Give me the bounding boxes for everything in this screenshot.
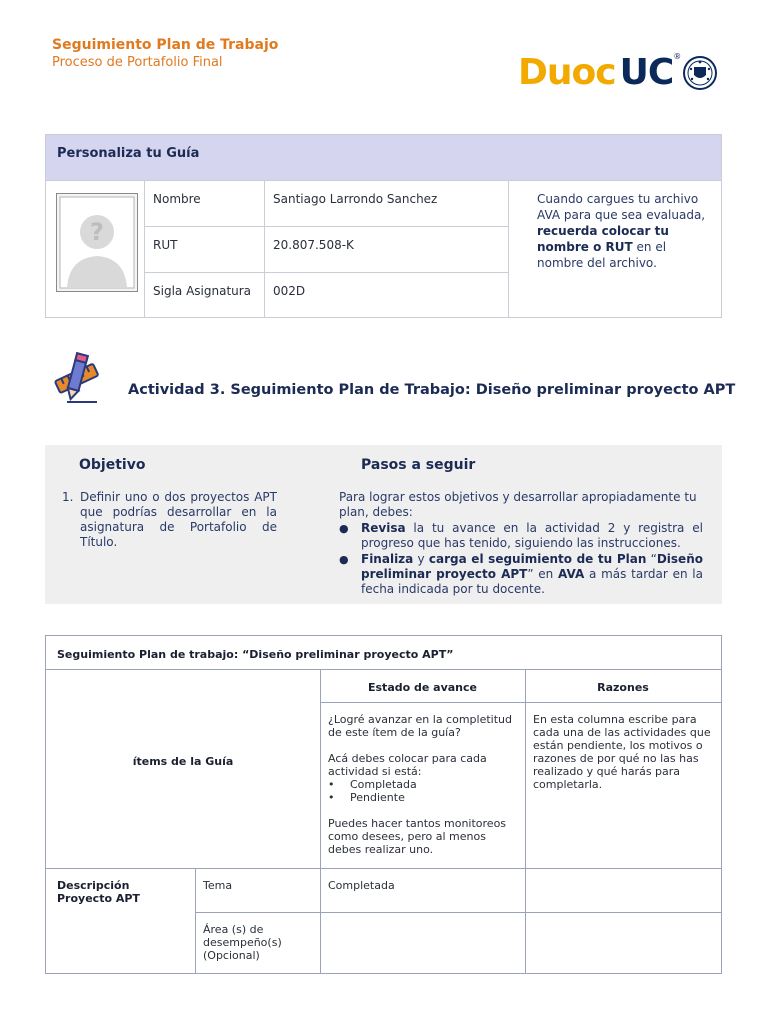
list-bullet: • — [328, 778, 335, 791]
objetivo-heading: Objetivo — [79, 457, 146, 473]
objetivo-number: 1. — [62, 490, 74, 504]
bullet-2-emphasis: Diseño preliminar proyecto APT — [361, 552, 703, 581]
bullet-dot: ● — [339, 553, 349, 566]
col-header-razones: Razones — [597, 681, 649, 694]
rut-value: 20.807.508-K — [265, 227, 509, 273]
bullet-2-text: y — [413, 552, 429, 566]
table-divider — [195, 868, 196, 973]
estado-option-text: Completada — [350, 778, 417, 791]
pasos-heading: Pasos a seguir — [361, 457, 476, 473]
table-divider — [46, 868, 721, 869]
objetivo-text: Definir uno o dos proyectos APT que podrías desarrollar en la asignatura de Portafolio de Título. — [80, 490, 277, 549]
pasos-bullet-2 — [339, 552, 703, 597]
upload-note — [509, 181, 721, 318]
row-estado-tema: Completada — [328, 879, 395, 892]
logo-uc-text: UC — [619, 52, 674, 93]
pasos-intro: Para lograr estos objetivos y desarrollar apropiadamente tu plan, debes: — [339, 490, 697, 519]
nombre-value: Santiago Larrondo Sanchez — [265, 181, 509, 227]
list-bullet: • — [328, 791, 335, 804]
document-subtitle: Proceso de Portafolio Final — [52, 55, 223, 70]
pencil-ruler-icon — [53, 350, 99, 408]
table-divider — [320, 669, 321, 973]
estado-option — [328, 778, 520, 791]
estado-option-text: Pendiente — [350, 791, 405, 804]
table-divider — [195, 912, 721, 913]
row-label-area: Área (s) de desempeño(s) (Opcional) — [203, 923, 282, 962]
sigla-value: 002D — [265, 273, 509, 318]
nombre-label: Nombre — [145, 181, 265, 227]
estado-paragraph: Puedes hacer tantos monitoreos como desees, pero al menos debes realizar uno. — [328, 817, 507, 856]
personaliza-heading: Personaliza tu Guía — [57, 146, 200, 161]
razones-instructions: En esta columna escribe para cada una de las actividades que están pendiente, los motivos o razones de por qué no las has realizado y qué harás para completarla. — [533, 713, 711, 791]
table-divider — [46, 669, 721, 670]
bullet-1-text: la tu avance en la actividad 2 y registra el progreso que has tenido, siguiendo las instrucciones. — [361, 521, 703, 550]
col-header-estado: Estado de avance — [368, 681, 477, 694]
bullet-2-emphasis: carga el seguimiento de tu Plan — [428, 552, 647, 566]
svg-text:?: ? — [90, 218, 104, 246]
rut-label: RUT — [145, 227, 265, 273]
bullet-2-emphasis: Finaliza — [361, 552, 414, 566]
personaliza-header — [46, 135, 721, 181]
objetivo-item — [62, 490, 277, 550]
seguimiento-table — [45, 635, 722, 974]
seal-icon — [682, 55, 718, 91]
photo-cell — [46, 181, 145, 318]
table-divider — [320, 702, 721, 703]
section-descripcion-proyecto: Descripción Proyecto APT — [57, 879, 140, 905]
duoc-uc-logo — [518, 50, 718, 96]
upload-note-emphasis: recuerda colocar tu nombre o RUT — [537, 224, 669, 254]
bullet-1-emphasis: Revisa — [361, 521, 406, 535]
upload-note-text-end: en el nombre del archivo. — [537, 240, 667, 270]
items-guia-label: ítems de la Guía — [132, 755, 234, 768]
row-label-tema: Tema — [203, 879, 233, 892]
user-placeholder-icon — [57, 194, 137, 291]
bullet-2-text: ” en — [527, 567, 559, 581]
estado-paragraph: ¿Logré avanzar en la completitud de este ítem de la guía? — [328, 713, 512, 739]
table-divider — [525, 669, 526, 973]
bullet-dot: ● — [339, 522, 349, 535]
logo-duoc-text: Duoc — [518, 52, 616, 93]
personaliza-table — [45, 134, 722, 318]
bullet-2-text: “ — [646, 552, 657, 566]
document-title: Seguimiento Plan de Trabajo — [52, 37, 279, 53]
estado-paragraph: Acá debes colocar para cada actividad si está: — [328, 752, 487, 778]
sigla-label: Sigla Asignatura — [145, 273, 265, 318]
upload-note-text: Cuando cargues tu archivo AVA para que sea evaluada, — [537, 192, 706, 222]
bullet-2-emphasis: AVA — [558, 567, 585, 581]
bullet-2-text: a más tardar en la fecha indicada por tu docente. — [361, 567, 703, 596]
estado-option — [328, 791, 520, 804]
photo-frame — [56, 193, 138, 292]
objetivo-box — [45, 445, 722, 604]
activity-title: Actividad 3. Seguimiento Plan de Trabajo: Diseño preliminar proyecto APT — [128, 382, 736, 398]
estado-instructions — [328, 713, 520, 856]
logo-registered-mark: ® — [673, 52, 682, 61]
seguimiento-title: Seguimiento Plan de trabajo: “Diseño preliminar proyecto APT” — [57, 648, 454, 661]
pasos-bullet-1 — [339, 521, 703, 551]
